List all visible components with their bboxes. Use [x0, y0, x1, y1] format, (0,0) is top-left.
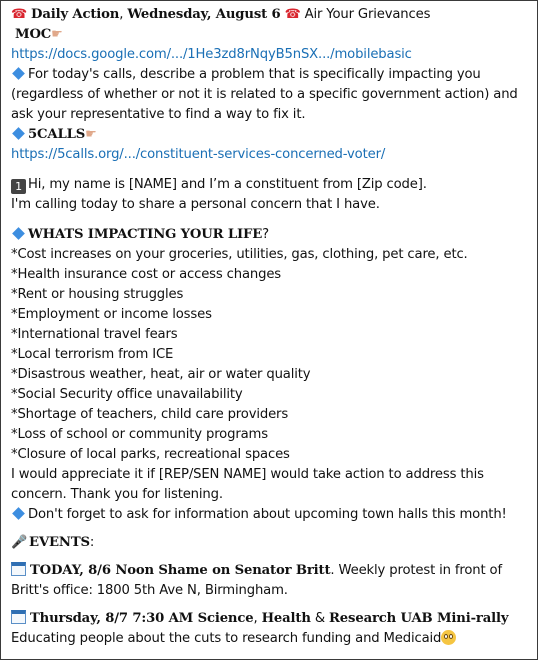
list-item: *Local terrorism from ICE [11, 347, 174, 362]
number-one-icon: 1 [11, 179, 26, 194]
fivecalls-line [11, 125, 529, 145]
fivecalls-label: 5CALLS [28, 127, 86, 142]
list-item: *Employment or income losses [11, 307, 212, 322]
list-item: *Social Security office unavailability [11, 387, 243, 402]
list-item: *Loss of school or community programs [11, 427, 268, 442]
date: Wednesday, August 6 [127, 7, 281, 22]
list-item: *Shortage of teachers, child care providers [11, 407, 289, 422]
message-body [1, 1, 537, 649]
list-item: *Health insurance cost or access changes [11, 267, 282, 282]
calendar-icon [11, 562, 26, 576]
event-1-text: . Weekly protest in front of Britt's office: 1800 5th Ave N, Birmingham. [11, 563, 502, 598]
phone-icon: ☎ [284, 7, 301, 22]
blue-diamond-icon [12, 507, 25, 520]
pointing-hand-icon: ☛ [85, 127, 97, 142]
intro-text: For today's calls, describe a problem that is specifically impacting you (regardless of whether or not it is related to a specific government action) and ask your representative to find a way to fix it. [11, 67, 518, 122]
moc-line [11, 25, 529, 45]
calendar-icon [11, 610, 26, 624]
impact-heading-line: WHATS IMPACTING YOUR LIFE? [11, 225, 529, 245]
script-line-2 [11, 195, 529, 215]
list-item: *Cost increases on your groceries, utilities, gas, clothing, pet care, etc. [11, 247, 468, 262]
event-2-title-line: Thursday, 8/7 7:30 AM Science, Health & Research UAB Mini-rally [11, 609, 529, 629]
event-2-text: Educating people about the cuts to research funding and Medicaid [11, 631, 442, 646]
event-2-text-line [11, 629, 529, 649]
moc-link[interactable]: https://docs.google.com/.../1He3zd8rNqyB5nSX.../mobilebasic [11, 47, 412, 62]
list-item: *Rent or housing struggles [11, 287, 184, 302]
event-1 [11, 561, 529, 601]
list-item: *Closure of local parks, recreational spaces [11, 447, 290, 462]
events-heading: EVENTS [29, 535, 90, 550]
intro-paragraph [11, 65, 529, 125]
impact-list [11, 245, 529, 465]
events-heading-line: 🎤 EVENTS: [11, 535, 95, 550]
script-text-2: I'm calling today to share a personal concern that I have. [11, 197, 380, 212]
phone-icon: ☎ [11, 7, 28, 22]
list-item: *Disastrous weather, heat, air or water quality [11, 367, 311, 382]
moc-label: MOC [15, 27, 52, 42]
closing-text: I would appreciate it if [REP/SEN NAME] would take action to address this concern. Thank you for listening. [11, 467, 484, 502]
impact-heading: WHATS IMPACTING YOUR LIFE [28, 227, 263, 242]
blue-diamond-icon [12, 67, 25, 80]
subtitle: Air Your Grievances [304, 7, 431, 22]
microphone-icon: 🎤 [11, 535, 28, 550]
moc-link-line [11, 45, 529, 65]
header-line: ☎ Daily Action, Wednesday, August 6 ☎ Air Your Grievances [11, 7, 431, 22]
pleading-face-icon [441, 630, 456, 645]
blue-diamond-icon [12, 127, 25, 140]
event-1-title: TODAY, 8/6 Noon Shame on Senator Britt [30, 563, 331, 578]
title: Daily Action [31, 7, 120, 22]
blue-diamond-icon [12, 227, 25, 240]
pointing-hand-icon: ☛ [51, 27, 63, 42]
script-line-1 [11, 175, 529, 195]
script-text-1: Hi, my name is [NAME] and I’m a constituent from [Zip code]. [28, 177, 427, 192]
fivecalls-link-line [11, 145, 529, 165]
list-item: *International travel fears [11, 327, 178, 342]
fivecalls-link[interactable]: https://5calls.org/.../constituent-services-concerned-voter/ [11, 147, 386, 162]
reminder-line [11, 505, 529, 525]
reminder-text: Don't forget to ask for information about upcoming town halls this month! [28, 507, 507, 522]
